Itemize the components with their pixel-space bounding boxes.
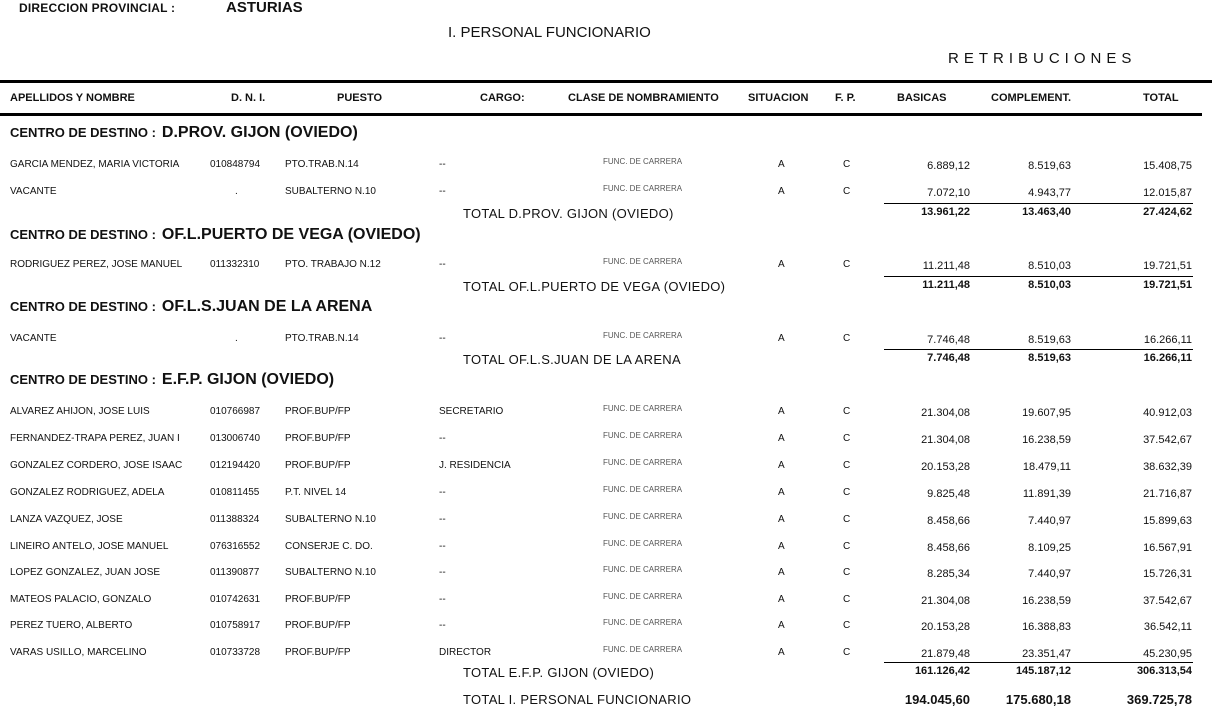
row-complement: 11.891,39 xyxy=(1022,488,1071,500)
row-basicas: 9.825,48 xyxy=(927,488,970,500)
subtotal-label: TOTAL D.PROV. GIJON (OVIEDO) xyxy=(463,206,674,221)
row-basicas: 21.879,48 xyxy=(921,648,970,660)
row-dni: 010811455 xyxy=(210,487,260,498)
grand-total-label: TOTAL I. PERSONAL FUNCIONARIO xyxy=(463,692,692,707)
subtotal-basicas: 7.746,48 xyxy=(927,352,970,364)
row-cargo: -- xyxy=(439,620,446,631)
row-basicas: 20.153,28 xyxy=(921,621,970,633)
row-cargo: SECRETARIO xyxy=(439,406,504,417)
row-total: 45.230,95 xyxy=(1143,648,1192,660)
row-puesto: PROF.BUP/FP xyxy=(285,620,351,631)
row-dni: 010848794 xyxy=(210,159,261,170)
section-title: I. PERSONAL FUNCIONARIO xyxy=(448,24,651,41)
subtotal-basicas: 161.126,42 xyxy=(914,665,970,677)
row-basicas: 21.304,08 xyxy=(921,407,970,419)
row-puesto: PROF.BUP/FP xyxy=(285,647,351,658)
subtotal-row xyxy=(0,279,1212,297)
row-basicas: 11.211,48 xyxy=(922,260,970,272)
row-situacion: A xyxy=(778,594,785,605)
row-situacion: A xyxy=(778,647,785,658)
header-top-rule xyxy=(0,80,1212,83)
row-clase: FUNC. DE CARRERA xyxy=(603,404,683,413)
row-cargo: -- xyxy=(439,567,446,578)
row-cargo: -- xyxy=(439,487,446,498)
row-name: GARCIA MENDEZ, MARIA VICTORIA xyxy=(10,159,180,170)
row-situacion: A xyxy=(778,487,785,498)
centro-heading xyxy=(10,298,372,316)
table-row xyxy=(0,487,1212,503)
row-puesto: PTO.TRAB.N.14 xyxy=(285,159,359,170)
table-row xyxy=(0,620,1212,636)
row-complement: 8.519,63 xyxy=(1028,334,1071,346)
row-puesto: PROF.BUP/FP xyxy=(285,406,351,417)
row-basicas: 21.304,08 xyxy=(921,434,970,446)
row-complement: 7.440,97 xyxy=(1028,568,1071,580)
row-puesto: CONSERJE C. DO. xyxy=(285,541,373,552)
centro-heading xyxy=(10,124,358,142)
table-row xyxy=(0,159,1212,175)
row-dni: 076316552 xyxy=(210,541,261,552)
row-complement: 8.510,03 xyxy=(1028,260,1071,272)
row-total: 12.015,87 xyxy=(1143,187,1192,199)
table-row xyxy=(0,406,1212,422)
row-name: PEREZ TUERO, ALBERTO xyxy=(10,620,133,631)
subtotal-complement: 8.519,63 xyxy=(1028,352,1071,364)
centro-label: CENTRO DE DESTINO : xyxy=(10,372,156,387)
table-row xyxy=(0,333,1212,349)
row-clase: FUNC. DE CARRERA xyxy=(603,645,683,654)
row-name: RODRIGUEZ PEREZ, JOSE MANUEL xyxy=(10,259,183,270)
row-dni: 010742631 xyxy=(210,594,261,605)
row-clase: FUNC. DE CARRERA xyxy=(603,592,683,601)
centro-name: D.PROV. GIJON (OVIEDO) xyxy=(161,124,358,141)
subtotal-basicas: 13.961,22 xyxy=(921,206,970,218)
centro-name: OF.L.PUERTO DE VEGA (OVIEDO) xyxy=(161,226,421,243)
row-situacion: A xyxy=(778,259,785,270)
row-basicas: 21.304,08 xyxy=(921,595,970,607)
row-fp: C xyxy=(843,647,851,658)
row-complement: 16.238,59 xyxy=(1022,434,1071,446)
row-puesto: PROF.BUP/FP xyxy=(285,460,351,471)
row-situacion: A xyxy=(778,620,785,631)
row-fp: C xyxy=(843,333,851,344)
row-complement: 8.109,25 xyxy=(1028,542,1071,554)
table-row xyxy=(0,541,1212,557)
row-puesto: PTO.TRAB.N.14 xyxy=(285,333,359,344)
row-basicas: 8.458,66 xyxy=(927,542,970,554)
row-dni: 013006740 xyxy=(210,433,261,444)
row-complement: 7.440,97 xyxy=(1028,515,1071,527)
row-situacion: A xyxy=(778,333,785,344)
row-total: 36.542,11 xyxy=(1143,621,1192,633)
header-bottom-rule xyxy=(0,113,1202,116)
col-total: TOTAL xyxy=(1143,92,1179,104)
row-total: 37.542,67 xyxy=(1143,595,1192,607)
row-basicas: 7.072,10 xyxy=(927,187,970,199)
row-basicas: 20.153,28 xyxy=(921,461,970,473)
subtotal-total: 306.313,54 xyxy=(1136,665,1192,677)
row-dni: 010758917 xyxy=(210,620,261,631)
row-puesto: PROF.BUP/FP xyxy=(285,594,351,605)
row-name: LANZA VAZQUEZ, JOSE xyxy=(10,514,123,525)
row-dni: 010733728 xyxy=(210,647,261,658)
row-name: GONZALEZ CORDERO, JOSE ISAAC xyxy=(10,460,183,471)
row-complement: 23.351,47 xyxy=(1022,648,1071,660)
col-dni: D. N. I. xyxy=(231,92,266,104)
row-fp: C xyxy=(843,406,851,417)
row-name: LINEIRO ANTELO, JOSE MANUEL xyxy=(10,541,169,552)
row-situacion: A xyxy=(778,460,785,471)
col-situacion: SITUACION xyxy=(748,92,809,104)
row-situacion: A xyxy=(778,541,785,552)
row-name: VACANTE xyxy=(10,186,57,197)
table-row xyxy=(0,186,1212,202)
row-clase: FUNC. DE CARRERA xyxy=(603,331,683,340)
subtotal-total: 16.266,11 xyxy=(1143,352,1192,364)
row-total: 15.408,75 xyxy=(1143,160,1192,172)
row-total: 21.716,87 xyxy=(1143,488,1192,500)
centro-name: OF.L.S.JUAN DE LA ARENA xyxy=(161,298,373,315)
subtotal-complement: 8.510,03 xyxy=(1028,279,1071,291)
table-row xyxy=(0,514,1212,530)
row-situacion: A xyxy=(778,567,785,578)
row-cargo: -- xyxy=(439,433,446,444)
row-clase: FUNC. DE CARRERA xyxy=(603,458,683,467)
subtotal-label: TOTAL OF.L.S.JUAN DE LA ARENA xyxy=(463,352,681,367)
row-total: 16.266,11 xyxy=(1143,334,1192,346)
row-total: 38.632,39 xyxy=(1143,461,1192,473)
centro-name: E.F.P. GIJON (OVIEDO) xyxy=(161,371,335,388)
subtotal-rule xyxy=(884,276,1193,277)
grand-total-total: 369.725,78 xyxy=(1126,692,1192,707)
row-name: MATEOS PALACIO, GONZALO xyxy=(10,594,152,605)
row-cargo: -- xyxy=(439,541,446,552)
row-dni: 011332310 xyxy=(210,259,260,270)
row-situacion: A xyxy=(778,406,785,417)
centro-heading xyxy=(10,226,421,244)
subtotal-basicas: 11.211,48 xyxy=(922,279,970,291)
row-puesto: SUBALTERNO N.10 xyxy=(285,514,376,525)
row-total: 15.726,31 xyxy=(1143,568,1192,580)
row-fp: C xyxy=(843,433,851,444)
row-name: FERNANDEZ-TRAPA PEREZ, JUAN I xyxy=(10,433,180,444)
subtotal-label: TOTAL OF.L.PUERTO DE VEGA (OVIEDO) xyxy=(463,279,726,294)
subtotal-row xyxy=(0,665,1212,683)
row-cargo: -- xyxy=(439,186,446,197)
row-dni: 010766987 xyxy=(210,406,261,417)
grand-total-basicas: 194.045,60 xyxy=(904,692,970,707)
row-name: ALVAREZ AHIJON, JOSE LUIS xyxy=(10,406,150,417)
col-clase: CLASE DE NOMBRAMIENTO xyxy=(568,92,719,104)
retribuciones-heading: RETRIBUCIONES xyxy=(948,50,1137,67)
row-total: 37.542,67 xyxy=(1143,434,1192,446)
row-dni: 011390877 xyxy=(210,567,260,578)
row-total: 19.721,51 xyxy=(1143,260,1192,272)
row-basicas: 8.458,66 xyxy=(927,515,970,527)
row-basicas: 6.889,12 xyxy=(927,160,970,172)
row-situacion: A xyxy=(778,514,785,525)
row-fp: C xyxy=(843,620,851,631)
row-dni: 012194420 xyxy=(210,460,261,471)
row-clase: FUNC. DE CARRERA xyxy=(603,565,683,574)
row-cargo: -- xyxy=(439,594,446,605)
row-fp: C xyxy=(843,487,851,498)
col-basicas: BASICAS xyxy=(897,92,947,104)
row-complement: 18.479,11 xyxy=(1022,461,1071,473)
row-situacion: A xyxy=(778,159,785,170)
row-complement: 19.607,95 xyxy=(1022,407,1071,419)
direccion-value: ASTURIAS xyxy=(226,0,303,16)
direccion-label: DIRECCION PROVINCIAL : xyxy=(19,1,176,15)
subtotal-row xyxy=(0,352,1212,370)
row-puesto: SUBALTERNO N.10 xyxy=(285,567,376,578)
subtotal-label: TOTAL E.F.P. GIJON (OVIEDO) xyxy=(463,665,655,680)
centro-label: CENTRO DE DESTINO : xyxy=(10,125,156,140)
row-total: 40.912,03 xyxy=(1143,407,1192,419)
row-fp: C xyxy=(843,259,851,270)
table-row xyxy=(0,567,1212,583)
row-complement: 16.388,83 xyxy=(1022,621,1071,633)
centro-label: CENTRO DE DESTINO : xyxy=(10,227,156,242)
subtotal-rule xyxy=(884,662,1193,663)
table-row xyxy=(0,594,1212,610)
row-clase: FUNC. DE CARRERA xyxy=(603,539,683,548)
row-complement: 16.238,59 xyxy=(1022,595,1071,607)
row-puesto: SUBALTERNO N.10 xyxy=(285,186,376,197)
row-clase: FUNC. DE CARRERA xyxy=(603,512,683,521)
row-clase: FUNC. DE CARRERA xyxy=(603,431,683,440)
row-fp: C xyxy=(843,594,851,605)
row-fp: C xyxy=(843,159,851,170)
row-fp: C xyxy=(843,567,851,578)
row-fp: C xyxy=(843,514,851,525)
row-situacion: A xyxy=(778,186,785,197)
row-dni: . xyxy=(235,186,238,197)
row-situacion: A xyxy=(778,433,785,444)
col-apellidos: APELLIDOS Y NOMBRE xyxy=(10,92,135,104)
subtotal-row xyxy=(0,206,1212,224)
table-row xyxy=(0,433,1212,449)
row-complement: 4.943,77 xyxy=(1028,187,1071,199)
centro-heading xyxy=(10,371,334,389)
subtotal-complement: 145.187,12 xyxy=(1015,665,1071,677)
table-row xyxy=(0,647,1212,663)
col-complement: COMPLEMENT. xyxy=(991,92,1072,104)
col-puesto: PUESTO xyxy=(337,92,383,104)
row-cargo: -- xyxy=(439,159,446,170)
table-row xyxy=(0,460,1212,476)
row-clase: FUNC. DE CARRERA xyxy=(603,485,683,494)
row-total: 15.899,63 xyxy=(1143,515,1192,527)
row-puesto: PTO. TRABAJO N.12 xyxy=(285,259,381,270)
table-row xyxy=(0,259,1212,275)
centro-label: CENTRO DE DESTINO : xyxy=(10,299,156,314)
row-dni: 011388324 xyxy=(210,514,260,525)
row-cargo: -- xyxy=(439,333,446,344)
row-cargo: -- xyxy=(439,259,446,270)
row-complement: 8.519,63 xyxy=(1028,160,1071,172)
subtotal-rule xyxy=(884,349,1193,350)
row-name: GONZALEZ RODRIGUEZ, ADELA xyxy=(10,487,165,498)
row-fp: C xyxy=(843,541,851,552)
row-cargo: DIRECTOR xyxy=(439,647,492,658)
row-clase: FUNC. DE CARRERA xyxy=(603,157,683,166)
row-cargo: -- xyxy=(439,514,446,525)
col-cargo: CARGO: xyxy=(480,92,525,104)
row-basicas: 7.746,48 xyxy=(927,334,970,346)
row-clase: FUNC. DE CARRERA xyxy=(603,618,683,627)
subtotal-complement: 13.463,40 xyxy=(1022,206,1071,218)
row-fp: C xyxy=(843,186,851,197)
subtotal-total: 19.721,51 xyxy=(1143,279,1192,291)
col-fp: F. P. xyxy=(835,92,856,104)
row-name: VACANTE xyxy=(10,333,57,344)
row-dni: . xyxy=(235,333,238,344)
row-cargo: J. RESIDENCIA xyxy=(439,460,511,471)
row-clase: FUNC. DE CARRERA xyxy=(603,184,683,193)
row-total: 16.567,91 xyxy=(1143,542,1192,554)
row-puesto: PROF.BUP/FP xyxy=(285,433,351,444)
subtotal-total: 27.424,62 xyxy=(1143,206,1192,218)
row-clase: FUNC. DE CARRERA xyxy=(603,257,683,266)
row-fp: C xyxy=(843,460,851,471)
row-name: VARAS USILLO, MARCELINO xyxy=(10,647,147,658)
row-name: LOPEZ GONZALEZ, JUAN JOSE xyxy=(10,567,161,578)
row-basicas: 8.285,34 xyxy=(927,568,970,580)
subtotal-rule xyxy=(884,203,1193,204)
grand-total-complement: 175.680,18 xyxy=(1005,692,1071,707)
row-puesto: P.T. NIVEL 14 xyxy=(285,487,347,498)
grand-total-row xyxy=(0,692,1212,710)
